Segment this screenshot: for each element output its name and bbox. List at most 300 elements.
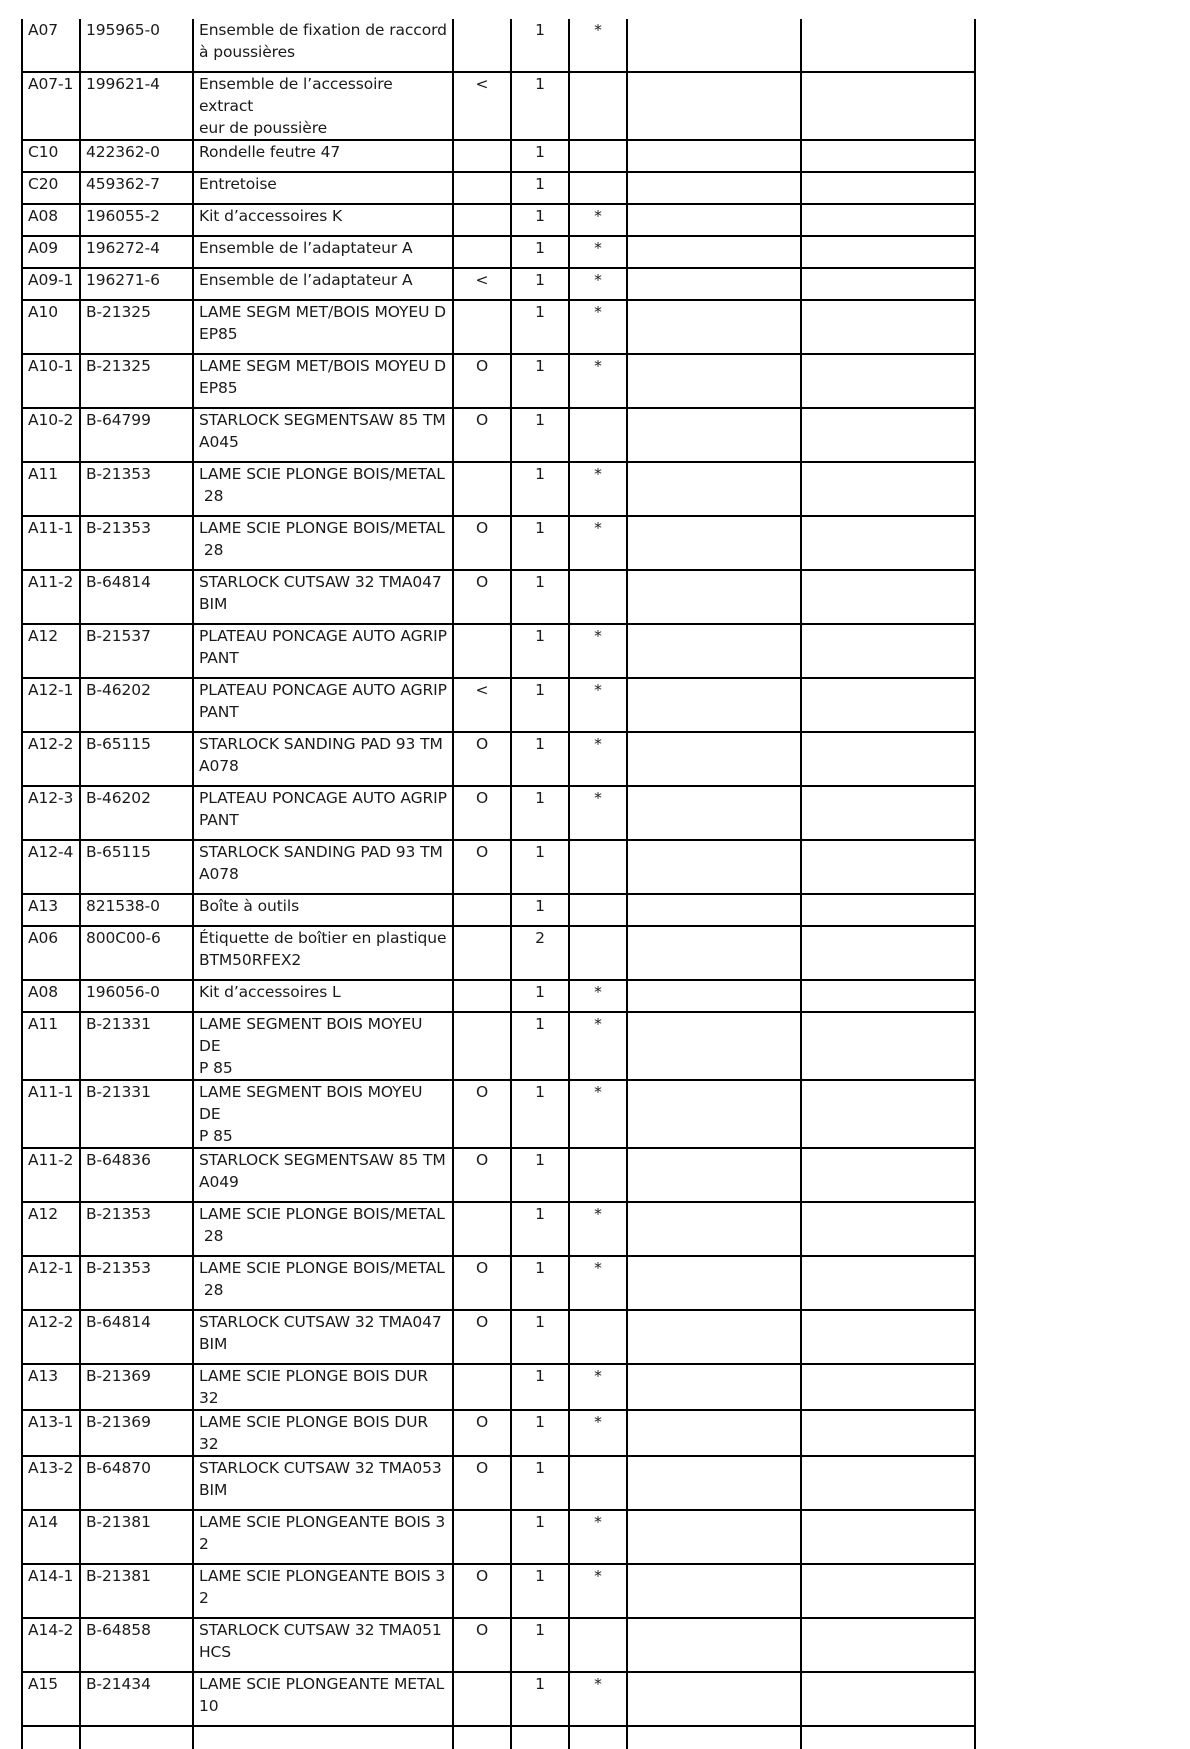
part-number-text: 196272-4	[86, 239, 160, 257]
ref-number-cell	[22, 354, 80, 408]
table-row	[22, 732, 975, 786]
part-number-cell	[80, 1148, 193, 1202]
quantity-text: 1	[535, 303, 545, 321]
quantity-text: 1	[535, 21, 545, 39]
empty-cell	[801, 204, 975, 236]
ref-number-cell	[22, 516, 80, 570]
marker-cell	[453, 300, 511, 354]
empty-cell	[801, 1410, 975, 1456]
table-row	[22, 516, 975, 570]
empty-cell	[627, 1564, 801, 1618]
empty-cell	[801, 516, 975, 570]
marker-cell	[453, 624, 511, 678]
note-text: *	[594, 1675, 602, 1693]
table-row	[22, 236, 975, 268]
description-cell	[193, 408, 453, 462]
description-cell	[193, 894, 453, 926]
ref-number-cell	[22, 894, 80, 926]
ref-number-cell	[22, 19, 80, 72]
marker-text: O	[475, 1413, 489, 1431]
table-row	[22, 1618, 975, 1672]
empty-cell	[627, 204, 801, 236]
empty-cell	[627, 172, 801, 204]
marker-cell	[453, 1310, 511, 1364]
ref-number-text: C20	[28, 175, 59, 193]
ref-number-text: A12-2	[28, 1313, 74, 1331]
marker-cell	[453, 1256, 511, 1310]
marker-cell	[453, 354, 511, 408]
empty-cell	[801, 172, 975, 204]
part-number-cell	[80, 236, 193, 268]
description-text: LAME SEGMENT BOIS MOYEU DE P 85	[199, 1083, 423, 1145]
ref-number-cell	[22, 840, 80, 894]
table-row	[22, 172, 975, 204]
ref-number-text: A07	[28, 21, 59, 39]
parts-list-table	[21, 19, 976, 1749]
quantity-cell	[511, 204, 569, 236]
part-number-text: B-21381	[86, 1567, 151, 1585]
part-number-cell	[80, 140, 193, 172]
empty-cell	[627, 462, 801, 516]
marker-cell	[453, 1510, 511, 1564]
empty-cell	[801, 1364, 975, 1410]
quantity-cell	[511, 980, 569, 1012]
ref-number-cell	[22, 678, 80, 732]
table-row	[22, 1012, 975, 1080]
note-cell	[569, 732, 627, 786]
marker-cell	[453, 1364, 511, 1410]
description-cell	[193, 1564, 453, 1618]
quantity-text: 1	[535, 1413, 545, 1431]
description-text: LAME SCIE PLONGEANTE BOIS 3 2	[199, 1567, 446, 1607]
note-cell	[569, 1256, 627, 1310]
empty-cell	[801, 462, 975, 516]
quantity-text: 1	[535, 519, 545, 537]
quantity-cell	[511, 300, 569, 354]
ref-number-cell	[22, 236, 80, 268]
note-text: *	[594, 357, 602, 375]
description-text: LAME SCIE PLONGEANTE METAL 10	[199, 1675, 445, 1715]
quantity-cell	[511, 732, 569, 786]
description-cell	[193, 678, 453, 732]
quantity-text: 1	[535, 573, 545, 591]
marker-cell	[453, 1618, 511, 1672]
description-text: Ensemble de l’adaptateur A	[199, 239, 413, 257]
description-text: STARLOCK SANDING PAD 93 TM A078	[199, 735, 443, 775]
part-number-cell	[80, 408, 193, 462]
part-number-text: B-64814	[86, 1313, 151, 1331]
marker-cell	[453, 19, 511, 72]
ref-number-text: A10-1	[28, 357, 74, 375]
table-row	[22, 1148, 975, 1202]
part-number-text: B-21537	[86, 627, 151, 645]
part-number-text: B-21353	[86, 465, 151, 483]
empty-cell	[627, 268, 801, 300]
quantity-cell	[511, 624, 569, 678]
ref-number-cell	[22, 408, 80, 462]
note-text: *	[594, 1083, 602, 1101]
ref-number-text: A13-2	[28, 1459, 74, 1477]
marker-cell	[453, 1080, 511, 1148]
note-cell	[569, 570, 627, 624]
empty-cell	[627, 1618, 801, 1672]
empty-cell	[627, 516, 801, 570]
marker-cell	[453, 1012, 511, 1080]
description-text: STARLOCK CUTSAW 32 TMA047 BIM	[199, 1313, 442, 1353]
description-text: Ensemble de fixation de raccord à poussières	[199, 21, 447, 61]
parts-list-body	[22, 19, 975, 1749]
description-text: PLATEAU PONCAGE AUTO AGRIP PANT	[199, 789, 447, 829]
table-row	[22, 980, 975, 1012]
marker-text: O	[475, 1313, 489, 1331]
empty-cell	[801, 926, 975, 980]
marker-cell	[453, 462, 511, 516]
quantity-text: 1	[535, 789, 545, 807]
quantity-text: 1	[535, 143, 545, 161]
table-row	[22, 570, 975, 624]
table-row	[22, 300, 975, 354]
marker-text: O	[475, 1567, 489, 1585]
quantity-cell	[511, 236, 569, 268]
description-text: Ensemble de l’adaptateur A	[199, 271, 413, 289]
ref-number-cell	[22, 462, 80, 516]
quantity-cell	[511, 894, 569, 926]
marker-cell	[453, 1672, 511, 1726]
ref-number-cell	[22, 72, 80, 140]
part-number-text: 459362-7	[86, 175, 160, 193]
part-number-text: B-21325	[86, 303, 151, 321]
empty-cell	[801, 678, 975, 732]
marker-cell	[453, 408, 511, 462]
ref-number-text: A09-1	[28, 271, 74, 289]
empty-cell	[627, 1456, 801, 1510]
part-number-text: B-46202	[86, 789, 151, 807]
description-text: LAME SCIE PLONGE BOIS/METAL 28	[199, 1205, 445, 1245]
quantity-cell	[511, 786, 569, 840]
empty-cell	[801, 980, 975, 1012]
description-text: STARLOCK SEGMENTSAW 85 TM A045	[199, 411, 446, 451]
empty-cell	[627, 570, 801, 624]
part-number-cell	[80, 1618, 193, 1672]
note-cell	[569, 1148, 627, 1202]
quantity-cell	[511, 516, 569, 570]
empty-cell	[627, 1310, 801, 1364]
part-number-text: B-21369	[86, 1367, 151, 1385]
description-text: Entretoise	[199, 175, 277, 193]
empty-cell	[801, 354, 975, 408]
part-number-cell	[80, 354, 193, 408]
quantity-cell	[511, 1256, 569, 1310]
part-number-cell	[80, 1672, 193, 1726]
note-text: *	[594, 1413, 602, 1431]
empty-cell	[627, 1148, 801, 1202]
ref-number-cell	[22, 300, 80, 354]
ref-number-cell	[22, 1012, 80, 1080]
ref-number-cell	[22, 204, 80, 236]
empty-cell	[801, 570, 975, 624]
part-number-text: 800C00-6	[86, 929, 161, 947]
description-cell	[193, 1080, 453, 1148]
description-cell	[193, 204, 453, 236]
ref-number-text: A06	[28, 929, 59, 947]
description-cell	[193, 1672, 453, 1726]
quantity-text: 1	[535, 1567, 545, 1585]
note-cell	[569, 354, 627, 408]
note-cell	[569, 1364, 627, 1410]
part-number-text: B-46202	[86, 681, 151, 699]
part-number-text: 821538-0	[86, 897, 160, 915]
empty-cell	[627, 678, 801, 732]
note-cell	[569, 462, 627, 516]
part-number-text: 196055-2	[86, 207, 160, 225]
part-number-cell	[80, 462, 193, 516]
note-cell	[569, 204, 627, 236]
marker-text: O	[475, 789, 489, 807]
ref-number-text: A12-3	[28, 789, 74, 807]
marker-text: O	[475, 1621, 489, 1639]
marker-text: O	[475, 843, 489, 861]
marker-cell	[453, 570, 511, 624]
part-number-text: B-21353	[86, 1205, 151, 1223]
ref-number-text: A10-2	[28, 411, 74, 429]
empty-cell	[627, 1256, 801, 1310]
part-number-text: B-21353	[86, 1259, 151, 1277]
quantity-text: 1	[535, 1675, 545, 1693]
ref-number-text: A10	[28, 303, 59, 321]
table-row	[22, 1080, 975, 1148]
note-cell	[569, 1510, 627, 1564]
description-text: LAME SEGMENT BOIS MOYEU DE P 85	[199, 1015, 423, 1077]
quantity-text: 1	[535, 1083, 545, 1101]
empty-cell	[801, 1310, 975, 1364]
quantity-cell	[511, 570, 569, 624]
part-number-cell	[80, 894, 193, 926]
note-cell	[569, 1672, 627, 1726]
ref-number-cell	[22, 1456, 80, 1510]
quantity-cell	[511, 926, 569, 980]
table-row	[22, 204, 975, 236]
note-text: *	[594, 1205, 602, 1223]
quantity-text: 1	[535, 1459, 545, 1477]
part-number-cell	[80, 1410, 193, 1456]
description-text: PLATEAU PONCAGE AUTO AGRIP PANT	[199, 627, 447, 667]
note-cell	[569, 19, 627, 72]
empty-cell	[627, 72, 801, 140]
description-text: LAME SCIE PLONGE BOIS DUR 32	[199, 1367, 433, 1407]
ref-number-cell	[22, 926, 80, 980]
quantity-cell	[511, 1202, 569, 1256]
description-text: Ensemble de l’accessoire extract eur de poussière	[199, 75, 393, 137]
note-cell	[569, 624, 627, 678]
description-cell	[193, 1364, 453, 1410]
description-text: Étiquette de boîtier en plastique BTM50RFEX2	[199, 929, 447, 969]
empty-cell	[627, 926, 801, 980]
description-cell	[193, 732, 453, 786]
description-cell	[193, 1510, 453, 1564]
note-cell	[569, 1410, 627, 1456]
ref-number-text: A14	[28, 1513, 59, 1531]
note-cell	[569, 300, 627, 354]
quantity-cell	[511, 678, 569, 732]
description-text: STARLOCK SANDING PAD 93 TM A078	[199, 843, 443, 883]
part-number-text: 422362-0	[86, 143, 160, 161]
ref-number-cell	[22, 1618, 80, 1672]
description-text: LAME SCIE PLONGE BOIS/METAL 28	[199, 465, 445, 505]
table-row	[22, 894, 975, 926]
quantity-cell	[511, 354, 569, 408]
marker-cell	[453, 268, 511, 300]
table-row	[22, 926, 975, 980]
marker-cell	[453, 678, 511, 732]
part-number-cell	[80, 1510, 193, 1564]
note-cell	[569, 72, 627, 140]
part-number-text: B-64836	[86, 1151, 151, 1169]
description-text: Kit d’accessoires L	[199, 983, 341, 1001]
quantity-text: 1	[535, 1513, 545, 1531]
note-cell	[569, 236, 627, 268]
ref-number-text: A12	[28, 627, 59, 645]
empty-cell	[453, 1726, 511, 1749]
empty-cell	[627, 1672, 801, 1726]
part-number-text: B-64858	[86, 1621, 151, 1639]
table-row	[22, 268, 975, 300]
quantity-text: 1	[535, 1151, 545, 1169]
marker-cell	[453, 172, 511, 204]
part-number-text: 196056-0	[86, 983, 160, 1001]
quantity-text: 1	[535, 465, 545, 483]
description-text: Rondelle feutre 47	[199, 143, 341, 161]
marker-text: O	[475, 357, 489, 375]
ref-number-cell	[22, 1510, 80, 1564]
part-number-text: B-21381	[86, 1513, 151, 1531]
description-text: LAME SEGM MET/BOIS MOYEU D EP85	[199, 357, 446, 397]
note-text: *	[594, 735, 602, 753]
ref-number-text: A13	[28, 1367, 59, 1385]
empty-cell	[627, 894, 801, 926]
empty-cell	[801, 300, 975, 354]
empty-cell	[80, 1726, 193, 1749]
quantity-cell	[511, 1410, 569, 1456]
note-cell	[569, 1310, 627, 1364]
quantity-cell	[511, 1080, 569, 1148]
description-cell	[193, 570, 453, 624]
description-cell	[193, 268, 453, 300]
quantity-cell	[511, 140, 569, 172]
empty-cell	[801, 840, 975, 894]
part-number-cell	[80, 1202, 193, 1256]
empty-cell	[627, 1080, 801, 1148]
note-text: *	[594, 681, 602, 699]
ref-number-text: C10	[28, 143, 59, 161]
table-row	[22, 1310, 975, 1364]
empty-cell	[801, 72, 975, 140]
marker-text: O	[475, 1259, 489, 1277]
description-cell	[193, 19, 453, 72]
part-number-cell	[80, 570, 193, 624]
ref-number-cell	[22, 1310, 80, 1364]
note-text: *	[594, 1367, 602, 1385]
table-row	[22, 1202, 975, 1256]
quantity-cell	[511, 72, 569, 140]
note-cell	[569, 1456, 627, 1510]
note-text: *	[594, 983, 602, 1001]
ref-number-cell	[22, 624, 80, 678]
description-cell	[193, 236, 453, 268]
description-cell	[193, 786, 453, 840]
marker-text: O	[475, 1083, 489, 1101]
quantity-text: 1	[535, 207, 545, 225]
quantity-text: 1	[535, 175, 545, 193]
empty-cell	[627, 300, 801, 354]
part-number-text: 195965-0	[86, 21, 160, 39]
note-text: *	[594, 465, 602, 483]
marker-text: O	[475, 519, 489, 537]
quantity-cell	[511, 1012, 569, 1080]
part-number-cell	[80, 1080, 193, 1148]
table-row	[22, 786, 975, 840]
part-number-cell	[80, 19, 193, 72]
note-cell	[569, 1080, 627, 1148]
table-row	[22, 19, 975, 72]
quantity-cell	[511, 172, 569, 204]
ref-number-cell	[22, 268, 80, 300]
empty-cell	[801, 1672, 975, 1726]
part-number-text: B-64799	[86, 411, 151, 429]
note-text: *	[594, 1567, 602, 1585]
note-cell	[569, 140, 627, 172]
note-text: *	[594, 627, 602, 645]
marker-text: O	[475, 1151, 489, 1169]
description-cell	[193, 300, 453, 354]
quantity-text: 1	[535, 897, 545, 915]
ref-number-cell	[22, 1672, 80, 1726]
marker-cell	[453, 1456, 511, 1510]
empty-cell	[801, 408, 975, 462]
quantity-text: 1	[535, 681, 545, 699]
marker-cell	[453, 516, 511, 570]
empty-cell	[511, 1726, 569, 1749]
note-text: *	[594, 239, 602, 257]
empty-cell	[801, 732, 975, 786]
table-row	[22, 408, 975, 462]
description-cell	[193, 1148, 453, 1202]
note-cell	[569, 172, 627, 204]
empty-cell	[627, 236, 801, 268]
ref-number-text: A13	[28, 897, 59, 915]
ref-number-cell	[22, 786, 80, 840]
ref-number-text: A12	[28, 1205, 59, 1223]
description-cell	[193, 840, 453, 894]
marker-cell	[453, 204, 511, 236]
note-cell	[569, 408, 627, 462]
quantity-cell	[511, 1364, 569, 1410]
ref-number-text: A08	[28, 983, 59, 1001]
quantity-cell	[511, 1148, 569, 1202]
empty-cell	[801, 1148, 975, 1202]
part-number-text: B-65115	[86, 843, 151, 861]
ref-number-text: A11	[28, 465, 59, 483]
quantity-cell	[511, 268, 569, 300]
ref-number-text: A14-1	[28, 1567, 74, 1585]
empty-cell	[801, 1510, 975, 1564]
ref-number-text: A11-1	[28, 1083, 74, 1101]
part-number-cell	[80, 926, 193, 980]
ref-number-cell	[22, 1202, 80, 1256]
note-cell	[569, 980, 627, 1012]
ref-number-text: A14-2	[28, 1621, 74, 1639]
description-cell	[193, 926, 453, 980]
ref-number-cell	[22, 1564, 80, 1618]
